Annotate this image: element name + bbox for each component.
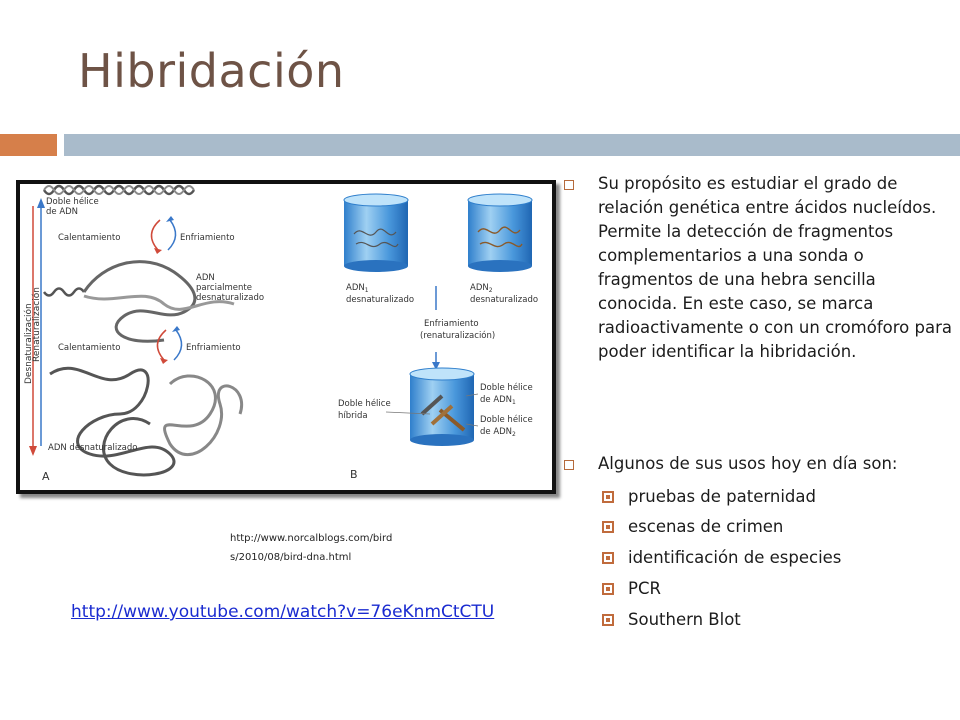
accent-bar-orange	[0, 134, 57, 156]
video-link[interactable]: http://www.youtube.com/watch?v=76eKnmCtCTU	[71, 602, 495, 622]
calentamiento-label-1: Calentamiento	[58, 233, 121, 243]
accent-bar-blue	[64, 134, 960, 156]
sub-bullet-icon	[602, 491, 614, 503]
sub-bullet-text: Southern Blot	[628, 610, 741, 629]
sub-bullet-text: escenas de crimen	[628, 517, 784, 536]
sub-bullet-text: identificación de especies	[628, 548, 842, 567]
sub-bullet-crimen	[600, 516, 960, 538]
adn1-label-line2: desnaturalizado	[346, 295, 415, 305]
cylinder-adn2	[468, 194, 532, 272]
doble-hibrida-line1: Doble hélice	[338, 399, 391, 409]
doble-hibrida-line2: híbrida	[338, 411, 368, 421]
slide-title: Hibridación	[78, 44, 345, 98]
adn-parcial-line3: desnaturalizado	[196, 293, 265, 303]
doble-adn1-line2: de $ADN_1$	[480, 395, 516, 406]
adn-parcial-line1: ADN	[196, 273, 215, 283]
doble-helice-line1: Doble hélice	[46, 197, 99, 207]
sub-bullet-pcr	[600, 578, 960, 600]
bullet-uses-text: Algunos de sus usos hoy en día son:	[598, 454, 898, 473]
enfriamiento-renat-line2: (renaturalización)	[420, 331, 496, 341]
adn1-label-line1: $ADN_1$	[346, 283, 369, 294]
sub-bullet-icon	[602, 614, 614, 626]
square-bullet-icon	[564, 180, 574, 190]
panel-b-label: B	[350, 468, 358, 481]
square-bullet-icon	[564, 460, 574, 470]
adn-parcial-line2: parcialmente	[196, 283, 252, 293]
bullet-purpose	[562, 172, 952, 364]
sub-bullet-text: pruebas de paternidad	[628, 487, 816, 506]
doble-helice-line2: de ADN	[46, 207, 79, 217]
cylinder-hybrid	[410, 368, 474, 446]
sub-bullet-icon	[602, 583, 614, 595]
adn2-label-line2: desnaturalizado	[470, 295, 539, 305]
calentamiento-label-2: Calentamiento	[58, 343, 121, 353]
sub-bullet-southern	[600, 609, 960, 631]
bullet-purpose-text: Su propósito es estudiar el grado de relación genética entre ácidos nucleídos. Permite la detección de fragmentos complementarios a una sonda o fragmentos de una hebra sencilla conocida. En este caso, se marca radioactivamente o con un cromóforo para poder identificar la hibridación.	[598, 174, 952, 361]
enfriamiento-renat-line1: Enfriamiento	[424, 319, 479, 329]
sub-bullet-especies	[600, 547, 960, 569]
image-citation: http://www.norcalblogs.com/birds/2010/08/bird-dna.html	[230, 533, 393, 563]
enfriamiento-label-2: Enfriamiento	[186, 343, 241, 353]
cylinder-adn1	[344, 194, 408, 272]
sub-bullet-icon	[602, 521, 614, 533]
sub-bullet-text: PCR	[628, 579, 661, 598]
doble-adn2-line2: de $ADN_2$	[480, 427, 516, 438]
renaturalizacion-label: Renaturalización	[32, 287, 42, 362]
enfriamiento-label-1: Enfriamiento	[180, 233, 235, 243]
desnaturalizacion-label: Desnaturalización	[24, 303, 34, 384]
adn-desnat-label: ADN desnaturalizado	[48, 443, 138, 453]
dna-hybridization-figure	[16, 180, 556, 494]
panel-a-label: A	[42, 470, 50, 483]
adn2-label-line1: $ADN_2$	[470, 283, 493, 294]
doble-adn1-line1: Doble hélice	[480, 383, 533, 393]
bullet-uses	[562, 452, 952, 476]
sub-bullet-icon	[602, 552, 614, 564]
doble-adn2-line1: Doble hélice	[480, 415, 533, 425]
sub-bullet-paternidad	[600, 486, 960, 508]
